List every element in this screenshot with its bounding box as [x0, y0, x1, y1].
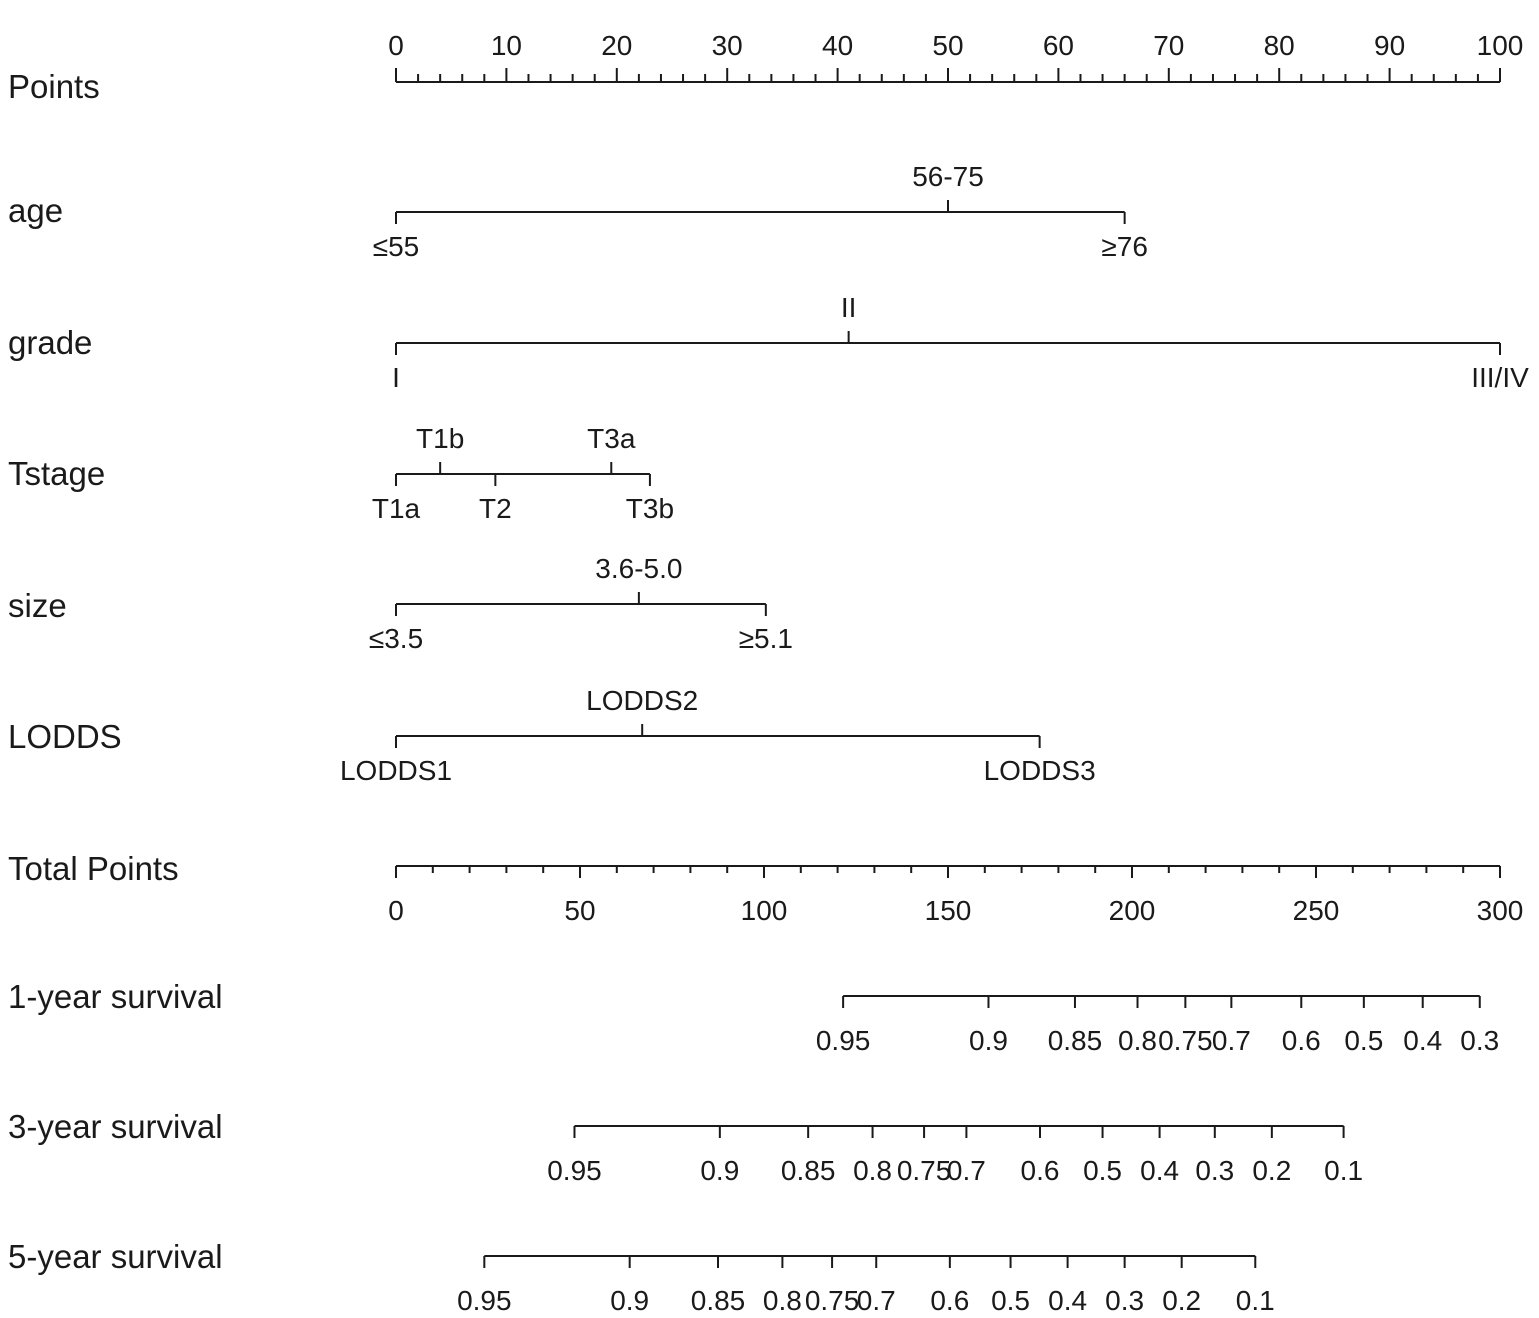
level-label: T1a	[371, 493, 421, 524]
total-points-tick-label: 100	[740, 895, 788, 926]
survival-tick-label: 0.7	[946, 1155, 986, 1186]
level-label: ≤3.5	[368, 623, 424, 654]
survival-tick-label: 0.85	[690, 1285, 746, 1316]
level-label: T3b	[625, 493, 675, 524]
survival-tick-label: 0.95	[547, 1155, 602, 1186]
row-label-size: size	[8, 587, 67, 624]
survival-tick-label: 0.2	[1252, 1155, 1292, 1186]
survival-tick-label: 0.2	[1162, 1285, 1202, 1316]
nomogram-rows	[8, 30, 1529, 1316]
survival-tick-label: 0.6	[1020, 1155, 1060, 1186]
row-label-tstage: Tstage	[8, 455, 106, 492]
survival-tick-label: 0.4	[1140, 1155, 1180, 1186]
row-label-total-points: Total Points	[8, 850, 179, 887]
points-tick-label: 50	[932, 30, 964, 61]
survival-tick-label: 0.8	[1118, 1025, 1157, 1056]
level-label: III/IV	[1471, 362, 1529, 393]
survival-tick-label: 0.4	[1048, 1285, 1088, 1316]
row-label-lodds: LODDS	[8, 718, 122, 755]
survival-tick-label: 0.6	[930, 1285, 970, 1316]
survival-tick-label: 0.95	[815, 1025, 871, 1056]
survival-tick-label: 0.5	[1083, 1155, 1123, 1186]
level-label: II	[840, 292, 857, 323]
survival-tick-label: 0.6	[1281, 1025, 1321, 1056]
level-label: ≤55	[372, 231, 420, 262]
survival-tick-label: 0.75	[804, 1285, 860, 1316]
row-label-survival: 5-year survival	[8, 1238, 223, 1275]
row-label-grade: grade	[8, 324, 93, 361]
survival-tick-label: 0.85	[1047, 1025, 1103, 1056]
level-label: T1b	[416, 423, 465, 454]
level-label: I	[392, 362, 400, 393]
survival-tick-label: 0.7	[1211, 1025, 1251, 1056]
level-label: ≥76	[1101, 231, 1148, 262]
points-tick-label: 30	[711, 30, 743, 61]
survival-tick-label: 0.85	[780, 1155, 836, 1186]
survival-tick-label: 0.3	[1195, 1155, 1235, 1186]
level-label: T3a	[587, 423, 636, 454]
survival-tick-label: 0.95	[457, 1285, 512, 1316]
total-points-tick-label: 50	[564, 895, 596, 926]
survival-tick-label: 0.75	[1158, 1025, 1213, 1056]
level-label: LODDS1	[339, 755, 453, 786]
level-label: LODDS3	[983, 755, 1096, 786]
points-tick-label: 10	[490, 30, 522, 61]
level-label: 56-75	[912, 161, 984, 192]
survival-tick-label: 0.8	[853, 1155, 893, 1186]
survival-tick-label: 0.1	[1235, 1285, 1275, 1316]
points-tick-label: 100	[1476, 30, 1524, 61]
points-tick-label: 60	[1042, 30, 1074, 61]
survival-tick-label: 0.75	[896, 1155, 952, 1186]
total-points-tick-label: 150	[924, 895, 972, 926]
survival-tick-label: 0.9	[969, 1025, 1008, 1056]
survival-tick-label: 0.9	[700, 1155, 740, 1186]
total-points-tick-label: 250	[1292, 895, 1340, 926]
survival-tick-label: 0.8	[762, 1285, 802, 1316]
row-label-survival: 3-year survival	[8, 1108, 223, 1145]
survival-tick-label: 0.3	[1105, 1285, 1145, 1316]
level-label: ≥5.1	[738, 623, 793, 654]
points-tick-label: 0	[388, 30, 404, 61]
level-label: T2	[479, 493, 512, 524]
points-tick-label: 40	[822, 30, 854, 61]
total-points-tick-label: 0	[388, 895, 404, 926]
level-label: 3.6-5.0	[595, 553, 683, 584]
survival-tick-label: 0.4	[1403, 1025, 1443, 1056]
level-label: LODDS2	[586, 685, 699, 716]
total-points-tick-label: 300	[1476, 895, 1524, 926]
points-tick-label: 70	[1153, 30, 1185, 61]
points-tick-label: 20	[601, 30, 633, 61]
survival-tick-label: 0.1	[1324, 1155, 1364, 1186]
survival-tick-label: 0.5	[991, 1285, 1031, 1316]
survival-tick-label: 0.3	[1460, 1025, 1500, 1056]
survival-tick-label: 0.5	[1344, 1025, 1384, 1056]
row-label-age: age	[8, 192, 64, 229]
points-tick-label: 80	[1263, 30, 1295, 61]
row-label-survival: 1-year survival	[8, 978, 223, 1015]
survival-tick-label: 0.7	[856, 1285, 896, 1316]
points-tick-label: 90	[1374, 30, 1406, 61]
total-points-tick-label: 200	[1108, 895, 1156, 926]
survival-tick-label: 0.9	[610, 1285, 650, 1316]
row-label-points: Points	[8, 68, 100, 105]
